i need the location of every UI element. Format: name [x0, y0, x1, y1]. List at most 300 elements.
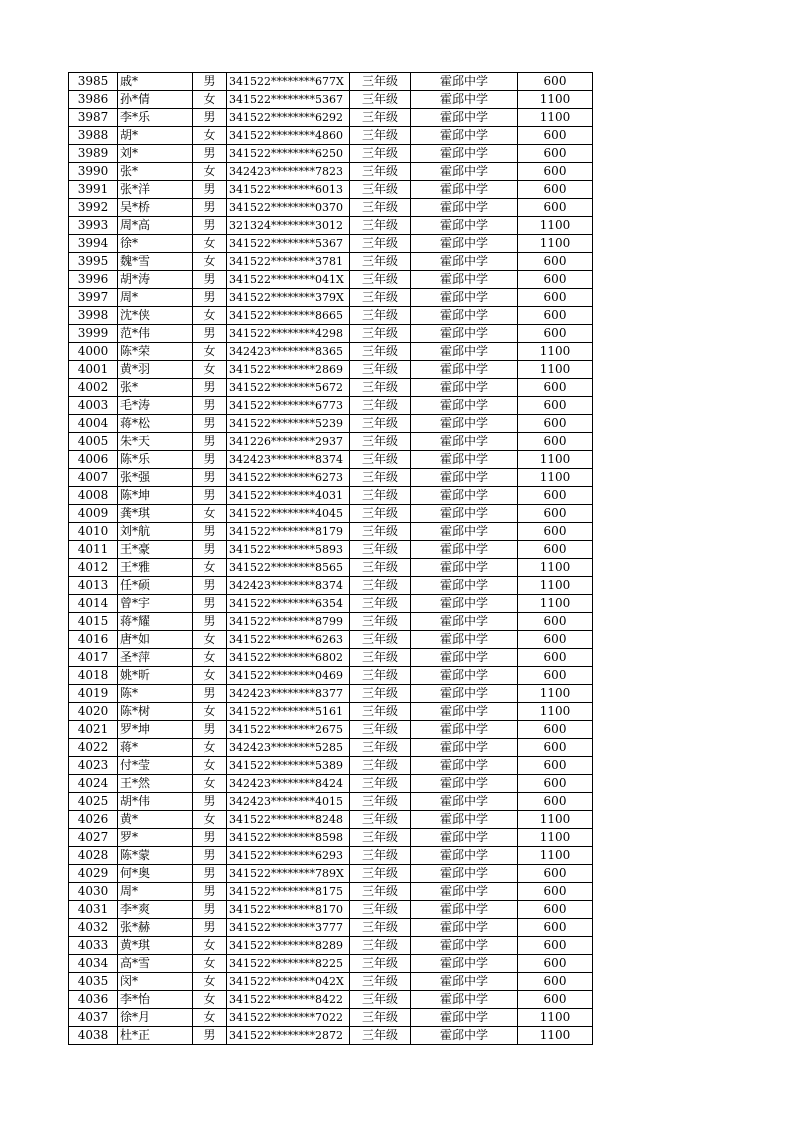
amount-cell: 1100: [518, 595, 593, 613]
school-cell: 霍邱中学: [411, 325, 518, 343]
student-name-cell: 黄*羽: [118, 361, 193, 379]
table-row: [69, 109, 593, 127]
grade-cell: 三年级: [350, 991, 411, 1009]
gender-cell: 男: [193, 721, 227, 739]
row-number-cell: 4026: [69, 811, 118, 829]
grade-cell: 三年级: [350, 469, 411, 487]
amount-cell: 600: [518, 487, 593, 505]
row-number-cell: 4016: [69, 631, 118, 649]
amount-cell: 600: [518, 721, 593, 739]
school-cell: 霍邱中学: [411, 793, 518, 811]
gender-cell: 女: [193, 505, 227, 523]
amount-cell: 600: [518, 379, 593, 397]
amount-cell: 1100: [518, 559, 593, 577]
row-number-cell: 4028: [69, 847, 118, 865]
amount-cell: 1100: [518, 811, 593, 829]
grade-cell: 三年级: [350, 739, 411, 757]
id-number-cell: 341522********4298: [227, 325, 350, 343]
student-name-cell: 龚*琪: [118, 505, 193, 523]
row-number-cell: 3985: [69, 73, 118, 91]
table-row: [69, 271, 593, 289]
id-number-cell: 341522********5893: [227, 541, 350, 559]
gender-cell: 女: [193, 775, 227, 793]
school-cell: 霍邱中学: [411, 757, 518, 775]
school-cell: 霍邱中学: [411, 433, 518, 451]
row-number-cell: 4023: [69, 757, 118, 775]
id-number-cell: 342423********8377: [227, 685, 350, 703]
student-name-cell: 胡*涛: [118, 271, 193, 289]
school-cell: 霍邱中学: [411, 901, 518, 919]
row-number-cell: 4020: [69, 703, 118, 721]
gender-cell: 男: [193, 829, 227, 847]
id-number-cell: 341522********379X: [227, 289, 350, 307]
school-cell: 霍邱中学: [411, 685, 518, 703]
grade-cell: 三年级: [350, 361, 411, 379]
table-row: [69, 199, 593, 217]
student-name-cell: 王*然: [118, 775, 193, 793]
table-row: [69, 307, 593, 325]
table-row: [69, 235, 593, 253]
gender-cell: 女: [193, 307, 227, 325]
school-cell: 霍邱中学: [411, 811, 518, 829]
id-number-cell: 341522********4045: [227, 505, 350, 523]
id-number-cell: 342423********8374: [227, 577, 350, 595]
id-number-cell: 341522********6292: [227, 109, 350, 127]
table-row: [69, 595, 593, 613]
amount-cell: 1100: [518, 235, 593, 253]
grade-cell: 三年级: [350, 703, 411, 721]
id-number-cell: 341522********5367: [227, 91, 350, 109]
gender-cell: 男: [193, 379, 227, 397]
school-cell: 霍邱中学: [411, 613, 518, 631]
grade-cell: 三年级: [350, 73, 411, 91]
row-number-cell: 3991: [69, 181, 118, 199]
table-row: [69, 1027, 593, 1045]
student-name-cell: 闵*: [118, 973, 193, 991]
table-row: [69, 541, 593, 559]
student-name-cell: 范*伟: [118, 325, 193, 343]
grade-cell: 三年级: [350, 91, 411, 109]
table-row: [69, 451, 593, 469]
school-cell: 霍邱中学: [411, 451, 518, 469]
school-cell: 霍邱中学: [411, 595, 518, 613]
gender-cell: 女: [193, 955, 227, 973]
row-number-cell: 4008: [69, 487, 118, 505]
id-number-cell: 341522********2675: [227, 721, 350, 739]
student-name-cell: 罗*: [118, 829, 193, 847]
amount-cell: 1100: [518, 109, 593, 127]
amount-cell: 600: [518, 793, 593, 811]
id-number-cell: 341522********8179: [227, 523, 350, 541]
grade-cell: 三年级: [350, 217, 411, 235]
table-row: [69, 721, 593, 739]
grade-cell: 三年级: [350, 271, 411, 289]
gender-cell: 男: [193, 793, 227, 811]
amount-cell: 600: [518, 163, 593, 181]
gender-cell: 男: [193, 271, 227, 289]
student-name-cell: 张*: [118, 163, 193, 181]
student-name-cell: 蒋*耀: [118, 613, 193, 631]
school-cell: 霍邱中学: [411, 649, 518, 667]
id-number-cell: 341522********6802: [227, 649, 350, 667]
row-number-cell: 3989: [69, 145, 118, 163]
id-number-cell: 341522********8248: [227, 811, 350, 829]
school-cell: 霍邱中学: [411, 199, 518, 217]
student-name-cell: 罗*坤: [118, 721, 193, 739]
id-number-cell: 341522********6293: [227, 847, 350, 865]
gender-cell: 女: [193, 361, 227, 379]
grade-cell: 三年级: [350, 649, 411, 667]
table-row: [69, 325, 593, 343]
school-cell: 霍邱中学: [411, 541, 518, 559]
school-cell: 霍邱中学: [411, 523, 518, 541]
school-cell: 霍邱中学: [411, 253, 518, 271]
student-name-cell: 刘*航: [118, 523, 193, 541]
gender-cell: 女: [193, 739, 227, 757]
id-number-cell: 341522********8175: [227, 883, 350, 901]
row-number-cell: 4005: [69, 433, 118, 451]
grade-cell: 三年级: [350, 343, 411, 361]
row-number-cell: 4010: [69, 523, 118, 541]
gender-cell: 男: [193, 613, 227, 631]
id-number-cell: 341522********0370: [227, 199, 350, 217]
row-number-cell: 4021: [69, 721, 118, 739]
table-row: [69, 469, 593, 487]
school-cell: 霍邱中学: [411, 181, 518, 199]
amount-cell: 600: [518, 901, 593, 919]
student-name-cell: 毛*涛: [118, 397, 193, 415]
school-cell: 霍邱中学: [411, 667, 518, 685]
gender-cell: 女: [193, 1009, 227, 1027]
school-cell: 霍邱中学: [411, 775, 518, 793]
table-row: [69, 775, 593, 793]
grade-cell: 三年级: [350, 325, 411, 343]
amount-cell: 600: [518, 253, 593, 271]
gender-cell: 男: [193, 577, 227, 595]
table-row: [69, 289, 593, 307]
id-number-cell: 341522********6250: [227, 145, 350, 163]
school-cell: 霍邱中学: [411, 271, 518, 289]
table-row: [69, 505, 593, 523]
row-number-cell: 4032: [69, 919, 118, 937]
school-cell: 霍邱中学: [411, 217, 518, 235]
gender-cell: 男: [193, 325, 227, 343]
student-subsidy-table: [68, 72, 593, 1045]
row-number-cell: 3998: [69, 307, 118, 325]
student-name-cell: 张*洋: [118, 181, 193, 199]
amount-cell: 600: [518, 883, 593, 901]
amount-cell: 600: [518, 145, 593, 163]
gender-cell: 男: [193, 685, 227, 703]
school-cell: 霍邱中学: [411, 487, 518, 505]
student-name-cell: 沈*侠: [118, 307, 193, 325]
table-row: [69, 757, 593, 775]
table-row: [69, 631, 593, 649]
row-number-cell: 4024: [69, 775, 118, 793]
row-number-cell: 4002: [69, 379, 118, 397]
table-row: [69, 73, 593, 91]
id-number-cell: 341522********2872: [227, 1027, 350, 1045]
row-number-cell: 4014: [69, 595, 118, 613]
student-name-cell: 吴*桥: [118, 199, 193, 217]
id-number-cell: 341522********8170: [227, 901, 350, 919]
gender-cell: 女: [193, 559, 227, 577]
student-name-cell: 杜*正: [118, 1027, 193, 1045]
table-row: [69, 343, 593, 361]
amount-cell: 1100: [518, 91, 593, 109]
school-cell: 霍邱中学: [411, 1027, 518, 1045]
gender-cell: 男: [193, 217, 227, 235]
id-number-cell: 342423********8424: [227, 775, 350, 793]
id-number-cell: 341522********8422: [227, 991, 350, 1009]
row-number-cell: 4027: [69, 829, 118, 847]
grade-cell: 三年级: [350, 955, 411, 973]
row-number-cell: 4038: [69, 1027, 118, 1045]
school-cell: 霍邱中学: [411, 289, 518, 307]
school-cell: 霍邱中学: [411, 991, 518, 1009]
grade-cell: 三年级: [350, 415, 411, 433]
amount-cell: 600: [518, 199, 593, 217]
table-row: [69, 613, 593, 631]
school-cell: 霍邱中学: [411, 397, 518, 415]
amount-cell: 600: [518, 181, 593, 199]
gender-cell: 女: [193, 649, 227, 667]
grade-cell: 三年级: [350, 487, 411, 505]
student-name-cell: 胡*伟: [118, 793, 193, 811]
gender-cell: 女: [193, 631, 227, 649]
gender-cell: 女: [193, 667, 227, 685]
school-cell: 霍邱中学: [411, 955, 518, 973]
school-cell: 霍邱中学: [411, 235, 518, 253]
school-cell: 霍邱中学: [411, 145, 518, 163]
table-row: [69, 379, 593, 397]
grade-cell: 三年级: [350, 109, 411, 127]
row-number-cell: 3990: [69, 163, 118, 181]
row-number-cell: 4029: [69, 865, 118, 883]
grade-cell: 三年级: [350, 973, 411, 991]
amount-cell: 1100: [518, 1027, 593, 1045]
table-row: [69, 397, 593, 415]
table-row: [69, 919, 593, 937]
id-number-cell: 341522********8289: [227, 937, 350, 955]
amount-cell: 600: [518, 505, 593, 523]
school-cell: 霍邱中学: [411, 379, 518, 397]
student-name-cell: 王*豪: [118, 541, 193, 559]
student-name-cell: 圣*萍: [118, 649, 193, 667]
grade-cell: 三年级: [350, 307, 411, 325]
student-name-cell: 陈*蒙: [118, 847, 193, 865]
id-number-cell: 321324********3012: [227, 217, 350, 235]
gender-cell: 女: [193, 253, 227, 271]
gender-cell: 男: [193, 541, 227, 559]
grade-cell: 三年级: [350, 631, 411, 649]
student-name-cell: 陈*: [118, 685, 193, 703]
school-cell: 霍邱中学: [411, 163, 518, 181]
school-cell: 霍邱中学: [411, 361, 518, 379]
amount-cell: 1100: [518, 451, 593, 469]
school-cell: 霍邱中学: [411, 829, 518, 847]
school-cell: 霍邱中学: [411, 1009, 518, 1027]
student-name-cell: 曾*宇: [118, 595, 193, 613]
id-number-cell: 341522********8799: [227, 613, 350, 631]
row-number-cell: 4019: [69, 685, 118, 703]
table-row: [69, 847, 593, 865]
gender-cell: 男: [193, 901, 227, 919]
grade-cell: 三年级: [350, 613, 411, 631]
id-number-cell: 341522********5389: [227, 757, 350, 775]
row-number-cell: 4018: [69, 667, 118, 685]
school-cell: 霍邱中学: [411, 973, 518, 991]
grade-cell: 三年级: [350, 919, 411, 937]
id-number-cell: 341522********8225: [227, 955, 350, 973]
row-number-cell: 4025: [69, 793, 118, 811]
table-row: [69, 1009, 593, 1027]
student-name-cell: 张*: [118, 379, 193, 397]
student-name-cell: 任*硕: [118, 577, 193, 595]
id-number-cell: 341522********041X: [227, 271, 350, 289]
grade-cell: 三年级: [350, 505, 411, 523]
grade-cell: 三年级: [350, 523, 411, 541]
grade-cell: 三年级: [350, 577, 411, 595]
grade-cell: 三年级: [350, 1009, 411, 1027]
amount-cell: 600: [518, 919, 593, 937]
grade-cell: 三年级: [350, 811, 411, 829]
table-row: [69, 163, 593, 181]
table-row: [69, 883, 593, 901]
gender-cell: 男: [193, 595, 227, 613]
amount-cell: 600: [518, 415, 593, 433]
school-cell: 霍邱中学: [411, 631, 518, 649]
student-name-cell: 周*高: [118, 217, 193, 235]
grade-cell: 三年级: [350, 685, 411, 703]
grade-cell: 三年级: [350, 829, 411, 847]
table-row: [69, 649, 593, 667]
grade-cell: 三年级: [350, 883, 411, 901]
amount-cell: 600: [518, 757, 593, 775]
grade-cell: 三年级: [350, 595, 411, 613]
gender-cell: 女: [193, 91, 227, 109]
student-name-cell: 徐*: [118, 235, 193, 253]
amount-cell: 1100: [518, 703, 593, 721]
student-name-cell: 蒋*: [118, 739, 193, 757]
id-number-cell: 341522********6354: [227, 595, 350, 613]
amount-cell: 1100: [518, 361, 593, 379]
grade-cell: 三年级: [350, 379, 411, 397]
grade-cell: 三年级: [350, 721, 411, 739]
school-cell: 霍邱中学: [411, 559, 518, 577]
id-number-cell: 341522********6013: [227, 181, 350, 199]
table-row: [69, 793, 593, 811]
row-number-cell: 4009: [69, 505, 118, 523]
grade-cell: 三年级: [350, 235, 411, 253]
grade-cell: 三年级: [350, 559, 411, 577]
student-name-cell: 黄*: [118, 811, 193, 829]
gender-cell: 女: [193, 811, 227, 829]
amount-cell: 600: [518, 937, 593, 955]
amount-cell: 1100: [518, 847, 593, 865]
gender-cell: 女: [193, 937, 227, 955]
grade-cell: 三年级: [350, 667, 411, 685]
id-number-cell: 342423********4015: [227, 793, 350, 811]
gender-cell: 男: [193, 415, 227, 433]
id-number-cell: 342423********5285: [227, 739, 350, 757]
table-row: [69, 361, 593, 379]
amount-cell: 600: [518, 991, 593, 1009]
school-cell: 霍邱中学: [411, 307, 518, 325]
row-number-cell: 4013: [69, 577, 118, 595]
grade-cell: 三年级: [350, 847, 411, 865]
gender-cell: 男: [193, 433, 227, 451]
gender-cell: 女: [193, 973, 227, 991]
school-cell: 霍邱中学: [411, 415, 518, 433]
amount-cell: 600: [518, 613, 593, 631]
id-number-cell: 341522********677X: [227, 73, 350, 91]
gender-cell: 女: [193, 127, 227, 145]
table-row: [69, 685, 593, 703]
grade-cell: 三年级: [350, 433, 411, 451]
row-number-cell: 4030: [69, 883, 118, 901]
amount-cell: 600: [518, 865, 593, 883]
school-cell: 霍邱中学: [411, 505, 518, 523]
amount-cell: 1100: [518, 577, 593, 595]
id-number-cell: 341522********5161: [227, 703, 350, 721]
student-name-cell: 唐*如: [118, 631, 193, 649]
row-number-cell: 4022: [69, 739, 118, 757]
amount-cell: 600: [518, 73, 593, 91]
amount-cell: 600: [518, 271, 593, 289]
school-cell: 霍邱中学: [411, 739, 518, 757]
gender-cell: 男: [193, 1027, 227, 1045]
row-number-cell: 4006: [69, 451, 118, 469]
gender-cell: 女: [193, 235, 227, 253]
grade-cell: 三年级: [350, 937, 411, 955]
table-row: [69, 973, 593, 991]
table-row: [69, 703, 593, 721]
school-cell: 霍邱中学: [411, 937, 518, 955]
row-number-cell: 4011: [69, 541, 118, 559]
table-row: [69, 667, 593, 685]
student-name-cell: 陈*树: [118, 703, 193, 721]
student-name-cell: 陈*乐: [118, 451, 193, 469]
id-number-cell: 341522********8565: [227, 559, 350, 577]
gender-cell: 女: [193, 703, 227, 721]
school-cell: 霍邱中学: [411, 577, 518, 595]
table-row: [69, 91, 593, 109]
amount-cell: 600: [518, 667, 593, 685]
student-name-cell: 高*雪: [118, 955, 193, 973]
school-cell: 霍邱中学: [411, 127, 518, 145]
grade-cell: 三年级: [350, 289, 411, 307]
gender-cell: 男: [193, 847, 227, 865]
id-number-cell: 341522********8665: [227, 307, 350, 325]
row-number-cell: 3999: [69, 325, 118, 343]
gender-cell: 女: [193, 991, 227, 1009]
table-row: [69, 901, 593, 919]
school-cell: 霍邱中学: [411, 343, 518, 361]
amount-cell: 600: [518, 775, 593, 793]
student-name-cell: 王*雅: [118, 559, 193, 577]
school-cell: 霍邱中学: [411, 469, 518, 487]
grade-cell: 三年级: [350, 199, 411, 217]
grade-cell: 三年级: [350, 163, 411, 181]
row-number-cell: 4007: [69, 469, 118, 487]
amount-cell: 1100: [518, 343, 593, 361]
amount-cell: 600: [518, 631, 593, 649]
id-number-cell: 341522********2869: [227, 361, 350, 379]
id-number-cell: 341522********6263: [227, 631, 350, 649]
row-number-cell: 3994: [69, 235, 118, 253]
gender-cell: 男: [193, 289, 227, 307]
